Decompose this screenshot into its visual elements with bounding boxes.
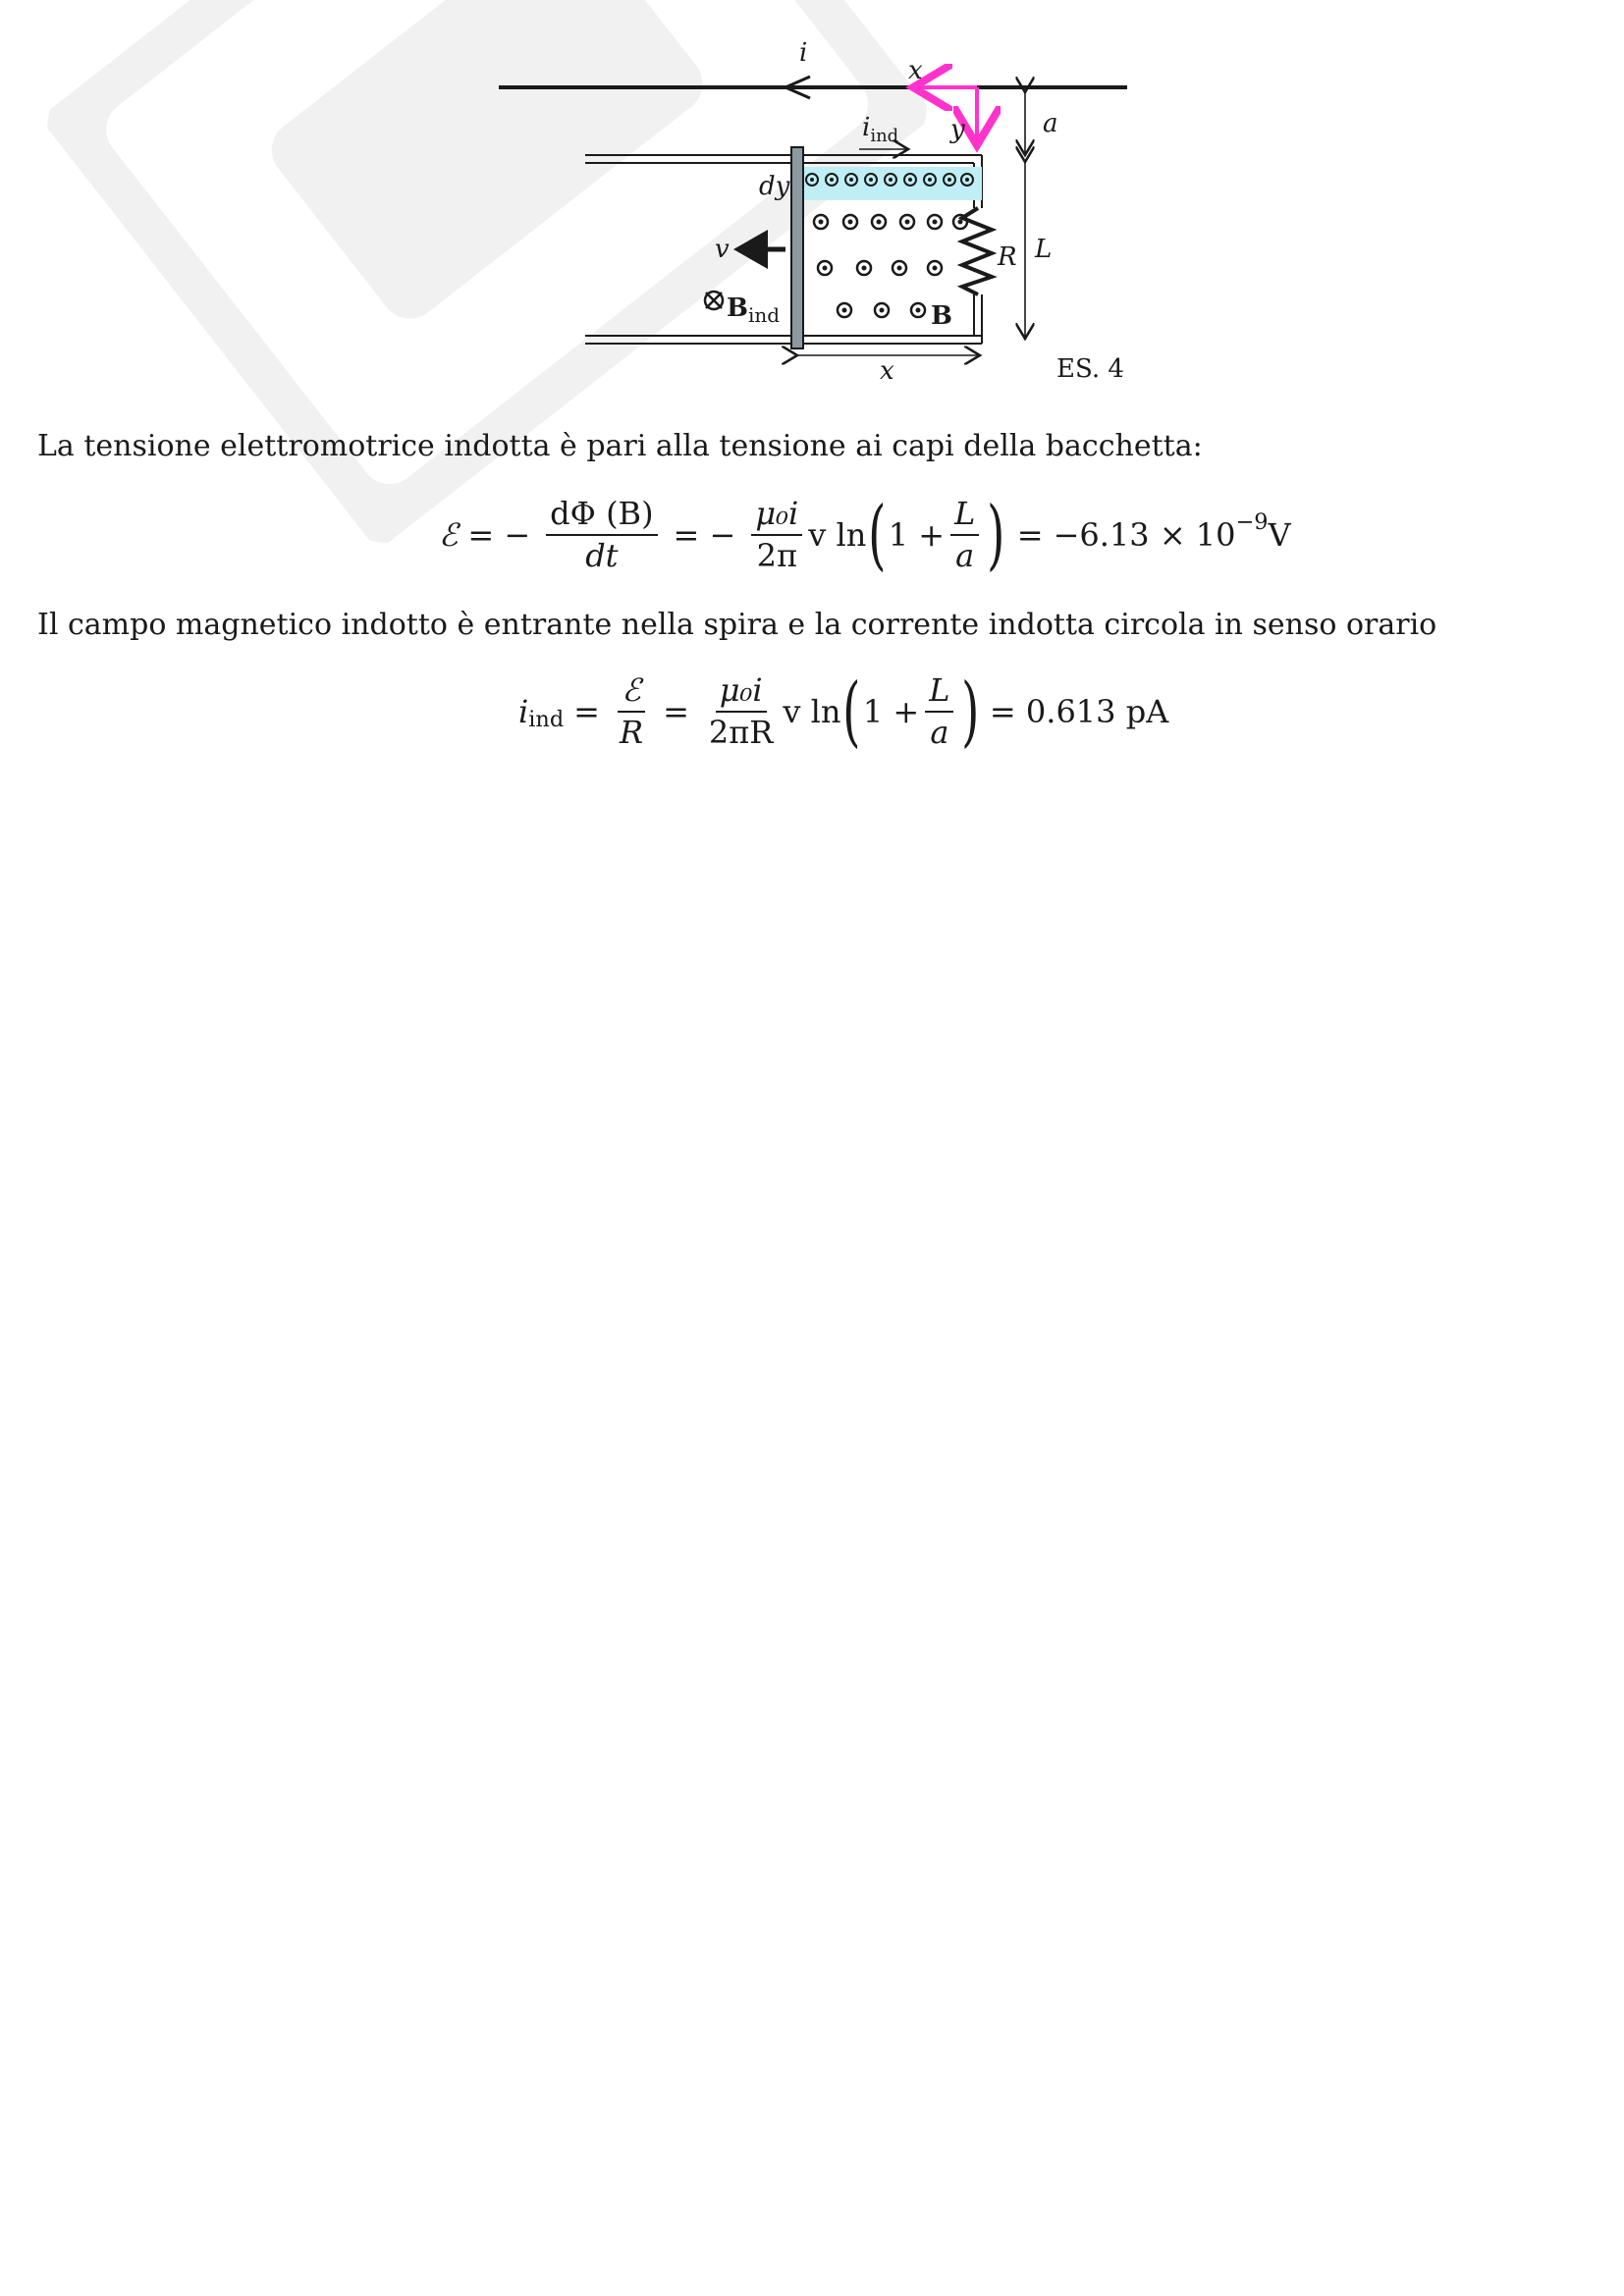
rod: [791, 147, 803, 348]
label-dy: dy: [759, 172, 790, 201]
label-i: i: [799, 38, 808, 68]
equation-current: i ind = $\frac{\text{ℰ}}{R}$ = $\frac{\text{μ₀i}}{2\pi R}$ v ln ( 1 + $\frac{L}{a}$ ) = 0.613 pA: [518, 667, 1169, 756]
into-page-icon: [705, 292, 723, 309]
label-v: v: [715, 235, 730, 264]
paragraph-1: La tensione elettromotrice indotta è pari alla tensione ai capi della bacchetta:: [37, 429, 1203, 463]
label-i-ind: $i_{ind}$: [862, 113, 899, 146]
physics-figure: [0, 0, 1624, 412]
label-R: R: [998, 242, 1017, 272]
label-a: a: [1043, 109, 1058, 138]
label-L: L: [1035, 235, 1053, 264]
exercise-tag: ES. 4: [1056, 354, 1124, 384]
label-x-bottom: x: [880, 356, 894, 386]
label-x-top: x: [908, 56, 923, 85]
label-y: y: [950, 115, 965, 144]
paragraph-2: Il campo magnetico indotto è entrante nella spira e la corrente indotta circola in senso orario: [37, 608, 1437, 642]
label-B: B: [931, 301, 952, 331]
label-B-ind: $B_{ind}$: [727, 294, 781, 327]
equation-emf: ℰ = − $\frac{d\Phi (B)}{dt}$ = − $\frac{\text{μ₀i}}{2\pi}$ v ln ( 1 + $\frac{L}{a}$ ) = −6.13 × 10 −9 V: [439, 490, 1291, 579]
